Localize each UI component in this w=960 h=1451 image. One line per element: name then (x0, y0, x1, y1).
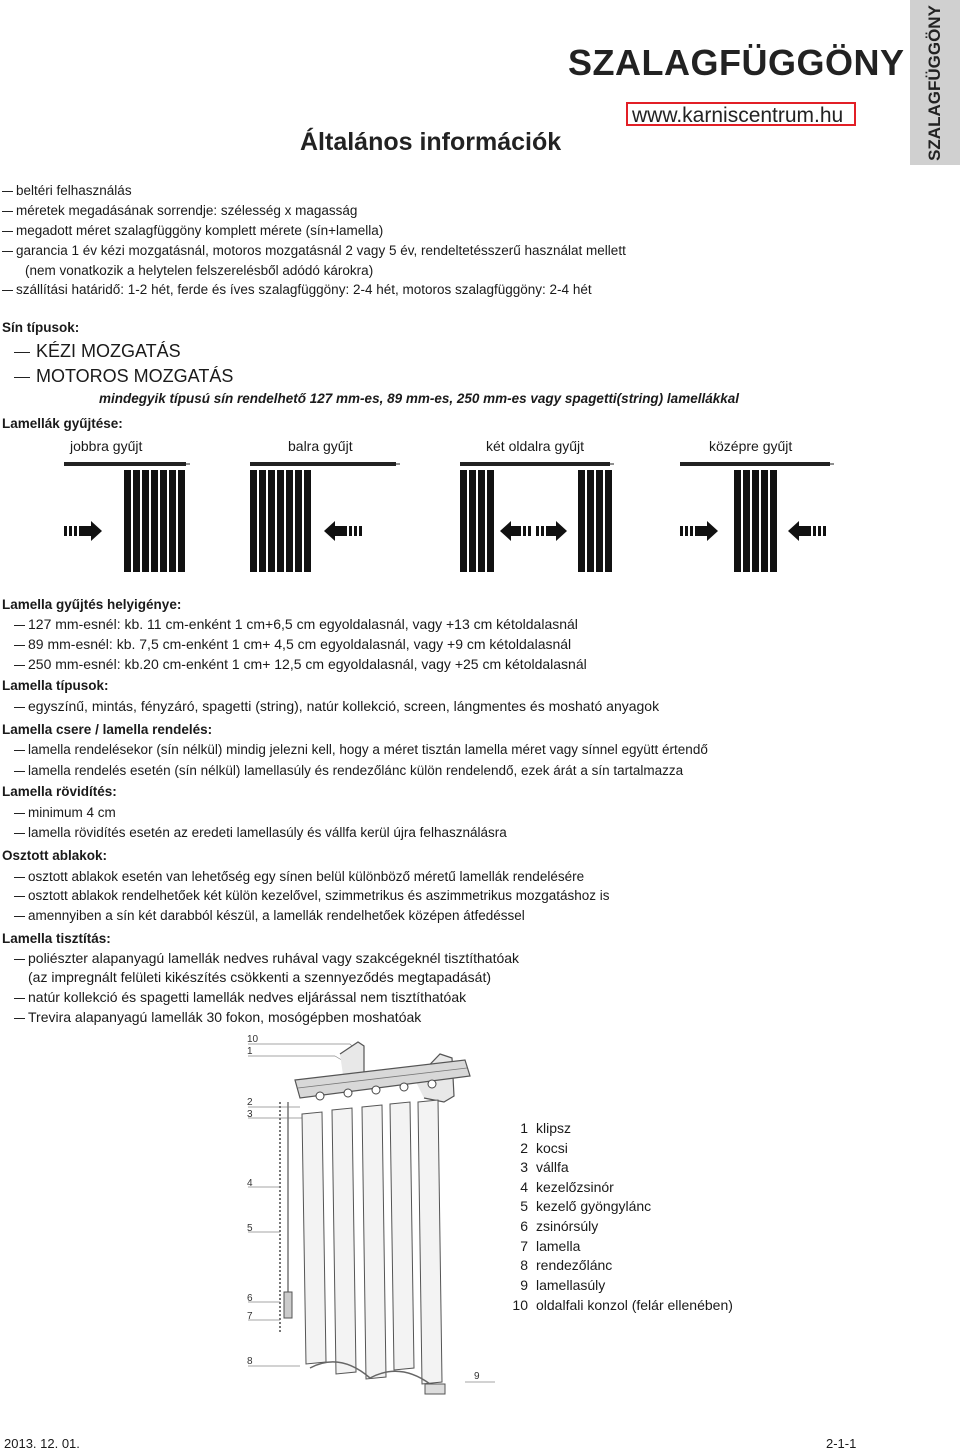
section-item: minimum 4 cm (14, 804, 116, 821)
intro-item: méretek megadásának sorrendje: szélesség x magasság (2, 202, 357, 219)
section-item: amennyiben a sín két darabból készül, a lamellák rendelhetőek középen átfedéssel (14, 907, 525, 924)
collect-both-label: két oldalra gyűjt (486, 438, 585, 454)
intro-item: szállítási határidő: 1-2 hét, ferde és íves szalagfüggöny: 2-4 hét, motoros szalagfüggöny: 2-4 hét (2, 281, 592, 298)
side-tab-label: SZALAGFÜGGÖNY (925, 4, 944, 161)
intro-item: (nem vonatkozik a helytelen felszerelésből adódó károkra) (25, 263, 374, 278)
callout-6: 6 (247, 1293, 253, 1304)
callout-4: 4 (247, 1178, 253, 1189)
section-item: Trevira alapanyagú lamellák 30 fokon, mosógépben moshatóak (14, 1009, 421, 1026)
page-title: Általános információk (300, 128, 562, 156)
footer-date: 2013. 12. 01. (4, 1436, 80, 1451)
section-item: 250 mm-esnél: kb.20 cm-enként 1 cm+ 12,5 cm egyoldalasnál, vagy +25 cm kétoldalasnál (14, 656, 587, 673)
callout-2: 2 (247, 1097, 253, 1108)
part-item: 5 kezelő gyöngylánc (520, 1198, 652, 1214)
section-item: lamella rövidítés esetén az eredeti lamellasúly és vállfa kerül újra felhasználásra (14, 824, 507, 841)
rail-note: mindegyik típusú sín rendelhető 127 mm-es, 89 mm-es, 250 mm-es vagy spagetti(string) lamellákkal (99, 391, 739, 406)
section-item: (az impregnált felületi kikészítés csökkenti a szennyeződés megtapadását) (28, 969, 492, 985)
section-heading: Lamella csere / lamella rendelés: (2, 722, 213, 737)
collection-heading: Lamellák gyűjtése: (2, 416, 123, 431)
callout-5: 5 (247, 1223, 253, 1234)
callout-9: 9 (474, 1371, 480, 1382)
callout-1: 1 (247, 1046, 253, 1057)
callout-10: 10 (247, 1034, 259, 1045)
part-item: 4 kezelőzsinór (520, 1179, 614, 1195)
section-item: poliészter alapanyagú lamellák nedves ruhával vagy szakcégeknél tisztíthatóak (14, 950, 519, 967)
part-item: 7 lamella (520, 1238, 581, 1254)
collect-left-label: balra gyűjt (288, 438, 353, 454)
callout-7: 7 (247, 1311, 253, 1322)
collect-right-label: jobbra gyűjt (70, 438, 143, 454)
vertical-blind-diagram (240, 1032, 500, 1412)
diagram-collect-right (60, 458, 200, 578)
section-item: natúr kollekció és spagetti lamellák nedves eljárással nem tisztíthatóak (14, 989, 466, 1006)
rail-type-motor: MOTOROS MOZGATÁS (14, 366, 233, 387)
section-item: lamella rendelésekor (sín nélkül) mindig jelezni kell, hogy a méret tisztán lamella méret vagy sínnel együtt értendő (14, 741, 708, 758)
section-item: egyszínű, mintás, fényzáró, spagetti (string), natúr kollekció, screen, lángmentes és mosható anyagok (14, 698, 659, 715)
section-heading: Lamella típusok: (2, 678, 109, 693)
intro-item: megadott méret szalagfüggöny komplett mérete (sín+lamella) (2, 222, 383, 239)
part-item: 10 oldalfali konzol (felár ellenében) (512, 1297, 733, 1313)
footer-page-number: 2-1-1 (826, 1436, 857, 1451)
part-item: 3 vállfa (520, 1159, 569, 1175)
section-item: osztott ablakok esetén van lehetőség egy sínen belül különböző méretű lamellák rendelésére (14, 868, 584, 885)
part-item: 2 kocsi (520, 1140, 568, 1156)
section-item: 89 mm-esnél: kb. 7,5 cm-enként 1 cm+ 4,5 cm egyoldalasnál, vagy +9 cm kétoldalasnál (14, 636, 571, 653)
section-heading: Lamella rövidítés: (2, 784, 117, 799)
section-item: osztott ablakok rendelhetőek két külön kezelővel, szimmetrikus és aszimmetrikus mozgatáshoz is (14, 887, 610, 904)
section-heading: Lamella gyűjtés helyigénye: (2, 597, 182, 612)
website-url[interactable]: www.karniscentrum.hu (626, 102, 856, 126)
diagram-collect-both (456, 458, 616, 578)
section-item: lamella rendelés esetén (sín nélkül) lamellasúly és rendezőlánc külön rendelendő, ezek árát a sín tartalmazza (14, 762, 683, 779)
intro-item: beltéri felhasználás (2, 182, 132, 199)
collect-center-label: középre gyűjt (709, 438, 793, 454)
section-item: 127 mm-esnél: kb. 11 cm-enként 1 cm+6,5 cm egyoldalasnál, vagy +13 cm kétoldalasnál (14, 616, 578, 633)
part-item: 6 zsinórsúly (520, 1218, 599, 1234)
part-item: 1 klipsz (520, 1120, 572, 1136)
part-item: 8 rendezőlánc (520, 1257, 613, 1273)
section-heading: Osztott ablakok: (2, 848, 108, 863)
side-tab (910, 0, 960, 165)
callout-8: 8 (247, 1356, 253, 1367)
brand-title: SZALAGFÜGGÖNY (568, 42, 905, 83)
rail-types-heading: Sín típusok: (2, 320, 80, 335)
part-item: 9 lamellasúly (520, 1277, 606, 1293)
diagram-collect-center (676, 458, 836, 578)
rail-type-manual: KÉZI MOZGATÁS (14, 341, 181, 362)
callout-3: 3 (247, 1109, 253, 1120)
diagram-collect-left (246, 458, 406, 578)
section-heading: Lamella tisztítás: (2, 931, 111, 946)
intro-item: garancia 1 év kézi mozgatásnál, motoros mozgatásnál 2 vagy 5 év, rendeltetésszerű használat mellett (2, 242, 626, 259)
